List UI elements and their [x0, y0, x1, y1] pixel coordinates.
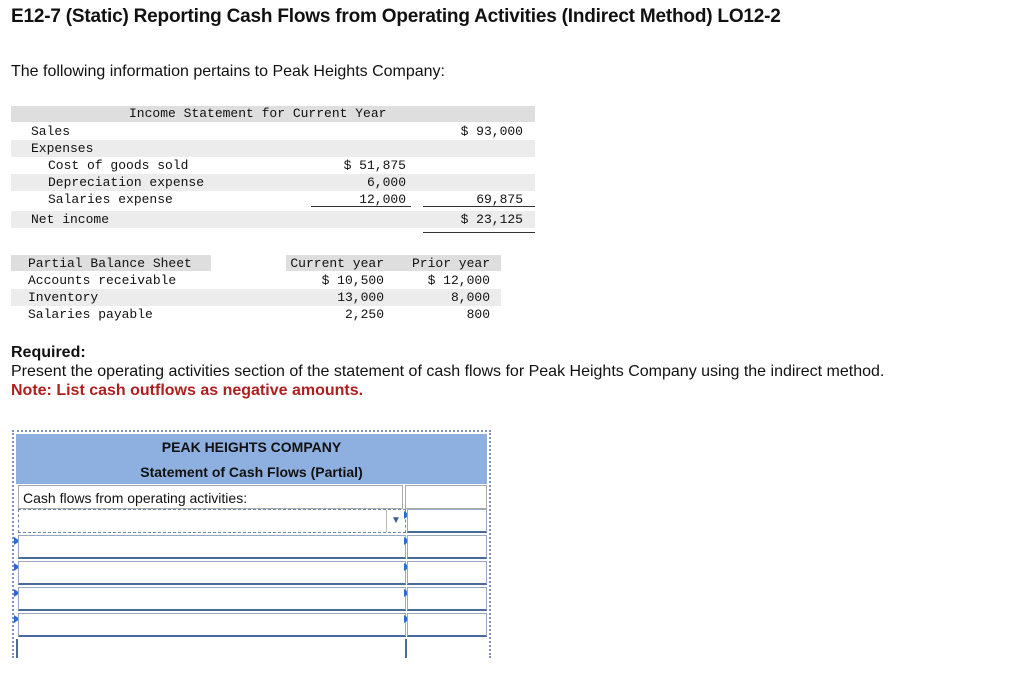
col-current-year: Current year: [290, 256, 384, 271]
depreciation-label: Depreciation expense: [48, 175, 205, 190]
required-text: Present the operating activities section of the statement of cash flows for Peak Heights Company using the indirect method.: [11, 363, 885, 380]
total-rule: [423, 206, 535, 207]
amount-input[interactable]: [407, 535, 487, 559]
income-statement: [11, 106, 535, 234]
cogs-label: Cost of goods sold: [48, 158, 189, 173]
expenses-label: Expenses: [31, 141, 94, 156]
amount-input[interactable]: [407, 613, 487, 637]
row-label: Inventory: [28, 290, 99, 305]
account-input[interactable]: [18, 535, 406, 559]
net-income-rule: [423, 232, 535, 233]
form-row-1: [16, 509, 487, 533]
account-input[interactable]: [18, 613, 406, 637]
net-income-value: $ 23,125: [460, 212, 523, 227]
intro-text: The following information pertains to Peak Heights Company:: [11, 63, 445, 80]
account-input[interactable]: [18, 561, 406, 585]
company-name: PEAK HEIGHTS COMPANY: [16, 434, 487, 461]
row-current: $ 10,500: [321, 273, 384, 288]
statement-title: Statement of Cash Flows (Partial): [16, 460, 487, 484]
account-input[interactable]: [18, 587, 406, 611]
cogs-row: [11, 157, 535, 174]
table-row: [11, 272, 501, 289]
row-current: 13,000: [337, 290, 384, 305]
col-prior-year: Prior year: [411, 256, 490, 271]
income-statement-header: [11, 106, 535, 122]
amount-input[interactable]: [407, 561, 487, 585]
table-row: [11, 306, 501, 323]
table-row: [11, 289, 501, 306]
expenses-row: [11, 140, 535, 157]
cash-flow-form: [12, 430, 491, 658]
row-continuation: [405, 639, 407, 658]
income-statement-heading: Income Statement for Current Year: [129, 106, 387, 121]
depreciation-value: 6,000: [366, 175, 406, 190]
row-continuation: [16, 639, 18, 658]
cogs-value: $ 51,875: [343, 158, 406, 173]
balance-sheet-header: [11, 255, 501, 272]
section-label: Cash flows from operating activities:: [18, 485, 403, 509]
row-label: Accounts receivable: [28, 273, 177, 288]
subtotal-rule: [311, 206, 411, 207]
form-row-3: [16, 561, 487, 585]
page-title: E12-7 (Static) Reporting Cash Flows from Operating Activities (Indirect Method) LO12-2: [11, 6, 781, 27]
salaries-value: 12,000: [359, 192, 406, 207]
sales-row: [11, 123, 535, 140]
form-row-5: [16, 613, 487, 637]
row-prior: 8,000: [450, 290, 490, 305]
account-select[interactable]: [18, 509, 406, 533]
amount-input[interactable]: [407, 587, 487, 611]
balance-sheet: [11, 255, 501, 325]
form-row-4: [16, 587, 487, 611]
amount-input[interactable]: [407, 509, 487, 533]
row-current: 2,250: [344, 307, 384, 322]
net-income-label: Net income: [31, 212, 110, 227]
row-prior: 800: [466, 307, 490, 322]
required-heading: Required:: [11, 344, 86, 361]
total-expenses-value: 69,875: [476, 192, 523, 207]
required-section: [11, 343, 884, 400]
net-income-row: [11, 211, 535, 228]
depreciation-row: [11, 174, 535, 191]
row-label: Salaries payable: [28, 307, 153, 322]
sales-label: Sales: [31, 124, 71, 139]
sales-value: $ 93,000: [460, 124, 523, 139]
balance-sheet-heading: Partial Balance Sheet: [28, 256, 192, 271]
triangle-down-icon[interactable]: ▼: [386, 510, 405, 532]
form-row-2: [16, 535, 487, 559]
row-prior: $ 12,000: [427, 273, 490, 288]
section-label-amount: [405, 485, 487, 509]
salaries-label: Salaries expense: [48, 192, 173, 207]
required-note: Note: List cash outflows as negative amounts.: [11, 382, 364, 399]
